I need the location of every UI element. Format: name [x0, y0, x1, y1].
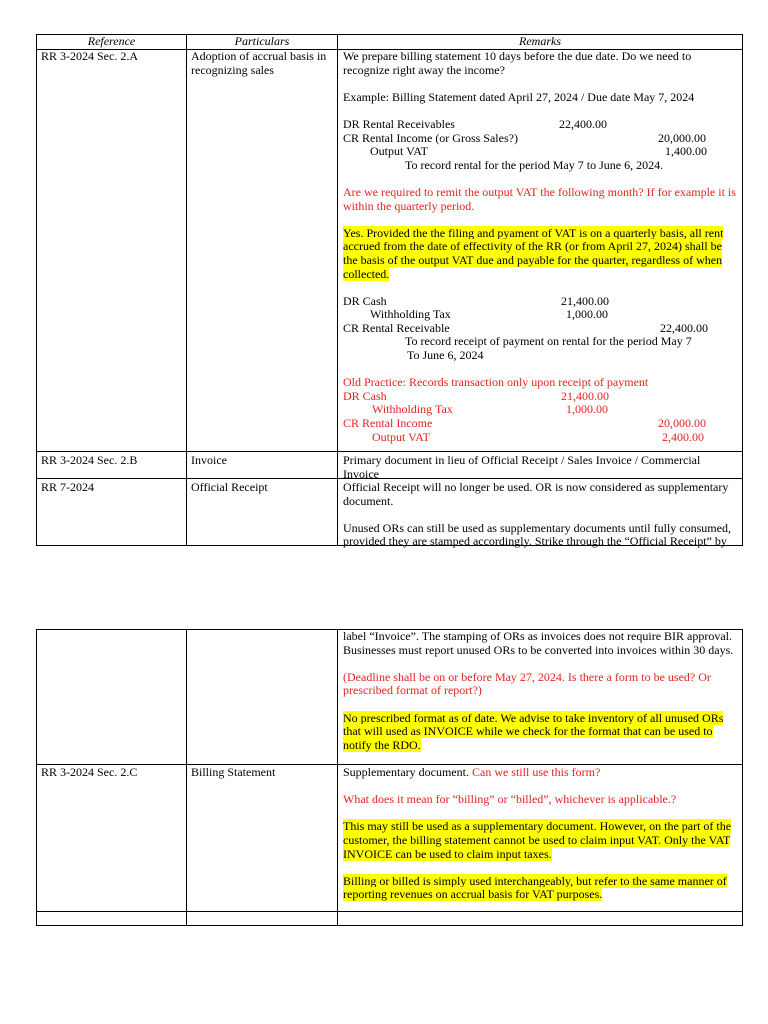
entry-dr-amount: 22,400.00 — [559, 116, 607, 131]
remarks-cell — [338, 912, 742, 925]
entry-wt-label: Withholding Tax — [372, 402, 453, 417]
entry-cr-label: CR Rental Income (or Gross Sales?) — [343, 130, 518, 145]
particulars-cell — [187, 630, 338, 764]
entry-cr-amount: 20,000.00 — [658, 416, 706, 431]
table-row-empty — [37, 912, 742, 925]
reference-cell: RR 3-2024 Sec. 2.A — [37, 50, 187, 451]
entry-cr-amount: 22,400.00 — [660, 320, 708, 335]
reference-cell: RR 3-2024 Sec. 2.B — [37, 452, 187, 478]
old-practice-title: Old Practice: Records transaction only upon receipt of payment — [343, 375, 649, 390]
header-reference: Reference — [37, 35, 187, 49]
table-page-1 — [36, 34, 743, 549]
entry-cr-amount: 20,000.00 — [658, 130, 706, 145]
billing-meaning-question: What does it mean for “billing” or “billed”, whichever is applicable.? — [343, 792, 677, 807]
entry-memo-line-1: To record receipt of payment on rental for the period May 7 — [405, 334, 692, 349]
entry-dr-amount: 21,400.00 — [561, 388, 609, 403]
entry-memo: To record rental for the period May 7 to June 6, 2024. — [405, 157, 664, 172]
entry-cr-label: CR Rental Receivable — [343, 320, 450, 335]
entry-dr-label: DR Cash — [343, 388, 387, 403]
deadline-answer — [343, 712, 738, 753]
header-particulars: Particulars — [187, 35, 338, 49]
billing-example: Example: Billing Statement dated April 27, 2024 / Due date May 7, 2024 — [343, 89, 695, 104]
entry-wt-label: Withholding Tax — [370, 307, 451, 322]
table-row — [37, 630, 742, 765]
billing-answer-2-highlight: Billing or billed is simply used interchangeably, but refer to the same manner of reporting revenues on accrual basis for VAT purposes. — [343, 873, 727, 902]
supplementary-label: Supplementary document. — [343, 765, 469, 779]
entry-dr-label: DR Rental Receivables — [343, 116, 455, 131]
supplementary-remark — [343, 766, 738, 780]
particulars-cell: Invoice — [187, 452, 338, 478]
supplementary-question: Can we still use this form? — [471, 765, 601, 779]
old-practice-entry — [343, 376, 738, 444]
entry-wt-amount: 1,000.00 — [566, 307, 608, 322]
table-page-2 — [36, 629, 743, 926]
header-remarks: Remarks — [519, 34, 561, 48]
vat-question: Are we required to remit the output VAT the following month? If for example it is within the quarterly period. — [343, 184, 736, 213]
entry-memo-line-2: To June 6, 2024 — [407, 348, 484, 363]
deadline-question: (Deadline shall be on or before May 27, 2024. Is there a form to be used? Or prescribed format of report?) — [343, 669, 711, 698]
entry-dr-label: DR Cash — [343, 293, 387, 308]
vat-answer-highlight: Yes. Provided the the filing and pyament of VAT is on a quarterly basis, all rent accrued from the date of effectivity of the RR (or from April 27, 2024) shall be the basis of the output VAT due and payable for the quarter, regardless of when collected. — [343, 225, 724, 281]
entry-vat-amount: 1,400.00 — [665, 144, 707, 159]
entry-vat-label: Output VAT — [372, 429, 430, 444]
deadline-answer-highlight: No prescribed format as of date. We advise to take inventory of all unused ORs that will used as INVOICE while we check for the format that can be used to notify the RDO. — [343, 710, 724, 752]
unused-or-remark: Unused ORs can still be used as supplementary documents until fully consumed, provided they are stamped accordingly. Strike through the “Official Receipt” by — [343, 520, 731, 549]
reference-cell — [37, 630, 187, 764]
billing-answer-2 — [343, 875, 738, 902]
or-remark: Official Receipt will no longer be used. OR is now considered as supplementary document. — [343, 480, 729, 508]
particulars-cell: Official Receipt — [187, 479, 338, 546]
entry-wt-amount: 1,000.00 — [566, 402, 608, 417]
entry-dr-amount: 21,400.00 — [561, 293, 609, 308]
remarks-cell: Primary document in lieu of Official Receipt / Sales Invoice / Commercial Invoice — [343, 453, 701, 481]
particulars-cell — [187, 912, 338, 925]
particulars-cell: Billing Statement — [187, 765, 338, 911]
unused-or-remark-continued: label “Invoice”. The stamping of ORs as invoices does not require BIR approval. Businesses must report unused ORs to be converted into invoices within 30 days. — [343, 629, 734, 657]
table-row — [37, 452, 742, 479]
table-row — [37, 50, 742, 452]
entry-cr-label: CR Rental Income — [343, 416, 433, 431]
reference-cell: RR 7-2024 — [37, 479, 187, 546]
entry-vat-amount: 2,400.00 — [662, 429, 704, 444]
table-row — [37, 765, 742, 912]
remarks-cell — [338, 50, 742, 451]
entry-vat-label: Output VAT — [370, 144, 428, 159]
remarks-cell — [338, 765, 742, 911]
billing-answer-1-highlight: This may still be used as a supplementary document. However, on the part of the customer, the billing statement cannot be used to claim input VAT. Only the VAT INVOICE can be used to claim input taxes. — [343, 819, 732, 861]
remarks-cell — [338, 479, 742, 549]
income-question: We prepare billing statement 10 days before the due date. Do we need to recognize right away the income? — [343, 49, 692, 77]
billing-answer-1 — [343, 820, 738, 861]
table-header — [37, 35, 742, 50]
remarks-cell — [338, 630, 742, 764]
journal-entry-accrual — [343, 118, 738, 172]
journal-entry-collection — [343, 295, 738, 363]
reference-cell: RR 3-2024 Sec. 2.C — [37, 765, 187, 911]
vat-answer — [343, 227, 738, 281]
reference-cell — [37, 912, 187, 925]
particulars-cell: Adoption of accrual basis in recognizing sales — [187, 50, 338, 451]
table-row — [37, 479, 742, 549]
